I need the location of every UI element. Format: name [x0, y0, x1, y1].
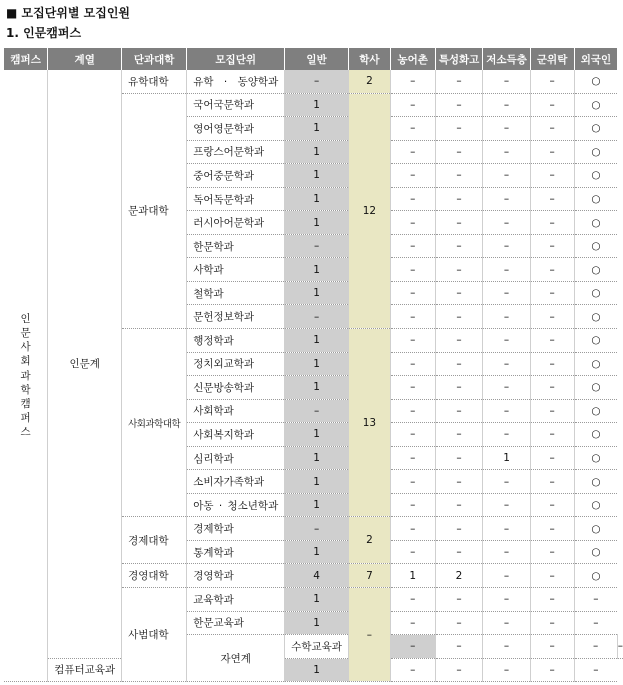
track-cell-humanities: 인문계	[48, 70, 122, 658]
college-cell: 유학대학	[122, 70, 187, 93]
foreigner-cell: ○	[574, 517, 617, 541]
rural-cell: –	[390, 305, 435, 329]
foreigner-cell: ○	[574, 305, 617, 329]
rural-cell: –	[390, 611, 435, 635]
general-cell: 1	[285, 352, 349, 376]
foreigner-cell: ○	[574, 140, 617, 164]
general-cell: 1	[285, 611, 349, 635]
college-cell: 사회과학대학	[122, 329, 187, 517]
vocational-cell: –	[435, 305, 483, 329]
col-header-military: 군위탁	[530, 48, 574, 70]
military-cell: –	[530, 234, 574, 258]
rural-cell: –	[390, 140, 435, 164]
general-cell: 1	[285, 93, 349, 117]
unit-cell: 소비자가족학과	[187, 470, 285, 494]
military-cell: –	[530, 329, 574, 353]
military-cell: –	[530, 117, 574, 141]
unit-cell: 정치외교학과	[187, 352, 285, 376]
rural-cell: –	[390, 352, 435, 376]
col-header-unit: 모집단위	[187, 48, 285, 70]
foreigner-cell: ○	[574, 117, 617, 141]
col-header-campus: 캠퍼스	[4, 48, 48, 70]
col-header-foreigner: 외국인	[574, 48, 617, 70]
vocational-cell: –	[435, 446, 483, 470]
low-income-cell: –	[483, 234, 530, 258]
col-header-general: 일반	[285, 48, 349, 70]
general-cell: 1	[285, 376, 349, 400]
military-cell: –	[530, 399, 574, 423]
vocational-cell: –	[435, 352, 483, 376]
foreigner-cell: ○	[574, 423, 617, 447]
military-cell: –	[530, 258, 574, 282]
rural-cell: 1	[390, 564, 435, 588]
col-header-track: 계열	[48, 48, 122, 70]
military-cell: –	[530, 540, 574, 564]
vocational-cell: –	[435, 470, 483, 494]
military-cell: –	[530, 564, 574, 588]
low-income-cell: –	[483, 281, 530, 305]
foreigner-cell: ○	[574, 399, 617, 423]
military-cell: –	[530, 658, 574, 682]
table-row	[4, 70, 623, 93]
unit-cell: 수학교육과	[285, 635, 349, 659]
low-income-cell: –	[483, 258, 530, 282]
general-cell: 1	[285, 493, 349, 517]
general-cell: –	[285, 399, 349, 423]
unit-cell: 아동 · 청소년학과	[187, 493, 285, 517]
low-income-cell: –	[483, 658, 530, 682]
bachelor-cell: 7	[348, 564, 390, 588]
campus-name: 인문사회과학캠퍼스	[20, 312, 31, 439]
col-header-college: 단과대학	[122, 48, 187, 70]
rural-cell: –	[390, 493, 435, 517]
bachelor-cell: 13	[348, 329, 390, 517]
college-cell: 문과대학	[122, 93, 187, 328]
military-cell: –	[530, 93, 574, 117]
rural-cell: –	[390, 470, 435, 494]
low-income-cell: –	[483, 423, 530, 447]
vocational-cell: –	[435, 493, 483, 517]
vocational-cell: –	[435, 517, 483, 541]
general-cell: –	[285, 70, 349, 93]
unit-cell: 영어영문학과	[187, 117, 285, 141]
campus-cell	[4, 70, 48, 682]
foreigner-cell: –	[617, 635, 623, 659]
vocational-cell: –	[435, 540, 483, 564]
vocational-cell: –	[435, 164, 483, 188]
rural-cell: –	[390, 329, 435, 353]
rural-cell: –	[390, 117, 435, 141]
rural-cell: –	[390, 399, 435, 423]
military-cell: –	[530, 588, 574, 612]
low-income-cell: –	[483, 540, 530, 564]
vocational-cell: –	[435, 329, 483, 353]
foreigner-cell: ○	[574, 329, 617, 353]
vocational-cell: –	[435, 234, 483, 258]
vocational-cell: –	[435, 70, 483, 93]
rural-cell: –	[390, 187, 435, 211]
foreigner-cell: ○	[574, 211, 617, 235]
bachelor-cell: 12	[348, 93, 390, 328]
track-cell-natural: 자연계	[187, 635, 285, 682]
unit-cell: 중어중문학과	[187, 164, 285, 188]
low-income-cell: –	[483, 517, 530, 541]
unit-cell: 교육학과	[187, 588, 285, 612]
unit-cell: 한문교육과	[187, 611, 285, 635]
col-header-rural: 농어촌	[390, 48, 435, 70]
table-header-row	[4, 48, 623, 70]
unit-cell: 컴퓨터교육과	[48, 658, 122, 682]
military-cell: –	[530, 493, 574, 517]
general-cell: 1	[285, 588, 349, 612]
general-cell: 1	[285, 446, 349, 470]
rural-cell: –	[390, 446, 435, 470]
unit-cell: 유학 · 동양학과	[187, 70, 285, 93]
military-cell: –	[530, 352, 574, 376]
military-cell: –	[530, 211, 574, 235]
unit-cell: 한문학과	[187, 234, 285, 258]
foreigner-cell: ○	[574, 234, 617, 258]
low-income-cell: –	[483, 376, 530, 400]
low-income-cell: –	[483, 399, 530, 423]
military-cell: –	[530, 611, 574, 635]
rural-cell: –	[390, 70, 435, 93]
foreigner-cell: ○	[574, 164, 617, 188]
low-income-cell: –	[483, 493, 530, 517]
rural-cell: –	[390, 93, 435, 117]
rural-cell: –	[390, 517, 435, 541]
vocational-cell: –	[435, 376, 483, 400]
low-income-cell: –	[483, 470, 530, 494]
low-income-cell: –	[483, 329, 530, 353]
military-cell: –	[530, 305, 574, 329]
college-cell: 사범대학	[122, 588, 187, 682]
foreigner-cell: ○	[574, 70, 617, 93]
unit-cell: 심리학과	[187, 446, 285, 470]
col-header-vocational: 특성화고	[435, 48, 483, 70]
general-cell: 1	[285, 211, 349, 235]
unit-cell: 프랑스어문학과	[187, 140, 285, 164]
foreigner-cell: ○	[574, 93, 617, 117]
general-cell: 1	[285, 423, 349, 447]
bachelor-cell: 2	[348, 517, 390, 564]
general-cell: 1	[285, 258, 349, 282]
rural-cell: –	[390, 164, 435, 188]
low-income-cell: –	[483, 352, 530, 376]
unit-cell: 국어국문학과	[187, 93, 285, 117]
table-row	[4, 658, 623, 682]
foreigner-cell: ○	[574, 187, 617, 211]
general-cell: 1	[285, 540, 349, 564]
military-cell: –	[530, 70, 574, 93]
general-cell: 1	[285, 117, 349, 141]
military-cell: –	[530, 470, 574, 494]
low-income-cell: –	[483, 187, 530, 211]
low-income-cell: –	[483, 588, 530, 612]
admission-quota-table	[4, 48, 623, 682]
rural-cell: –	[390, 658, 435, 682]
general-cell: 1	[285, 164, 349, 188]
military-cell: –	[530, 517, 574, 541]
general-cell: 1	[285, 329, 349, 353]
bachelor-cell: 2	[348, 70, 390, 93]
vocational-cell: –	[483, 635, 530, 659]
college-cell: 경영대학	[122, 564, 187, 588]
unit-cell: 경영학과	[187, 564, 285, 588]
general-cell: 1	[285, 658, 349, 682]
unit-cell: 문헌정보학과	[187, 305, 285, 329]
rural-cell: –	[390, 234, 435, 258]
general-cell: –	[285, 234, 349, 258]
general-cell: 1	[285, 140, 349, 164]
general-cell: 1	[285, 281, 349, 305]
unit-cell: 러시아어문학과	[187, 211, 285, 235]
general-cell: 1	[285, 470, 349, 494]
low-income-cell: –	[483, 117, 530, 141]
low-income-cell: –	[483, 93, 530, 117]
vocational-cell: –	[435, 140, 483, 164]
general-cell: –	[390, 635, 435, 659]
college-cell: 경제대학	[122, 517, 187, 564]
foreigner-cell: ○	[574, 258, 617, 282]
foreigner-cell: –	[574, 588, 617, 612]
unit-cell: 철학과	[187, 281, 285, 305]
unit-cell: 통계학과	[187, 540, 285, 564]
vocational-cell: 2	[435, 564, 483, 588]
rural-cell: –	[390, 540, 435, 564]
general-cell: –	[285, 305, 349, 329]
vocational-cell: –	[435, 117, 483, 141]
vocational-cell: –	[435, 588, 483, 612]
campus-subheading: 1. 인문캠퍼스	[6, 26, 82, 40]
foreigner-cell: ○	[574, 470, 617, 494]
general-cell: 1	[285, 187, 349, 211]
vocational-cell: –	[435, 399, 483, 423]
vocational-cell: –	[435, 93, 483, 117]
military-cell: –	[530, 446, 574, 470]
rural-cell: –	[390, 258, 435, 282]
rural-cell: –	[390, 588, 435, 612]
military-cell: –	[530, 281, 574, 305]
rural-cell: –	[390, 211, 435, 235]
foreigner-cell: ○	[574, 352, 617, 376]
unit-cell: 사학과	[187, 258, 285, 282]
vocational-cell: –	[435, 281, 483, 305]
general-cell: 4	[285, 564, 349, 588]
low-income-cell: 1	[483, 446, 530, 470]
foreigner-cell: –	[574, 611, 617, 635]
vocational-cell: –	[435, 187, 483, 211]
military-cell: –	[530, 164, 574, 188]
foreigner-cell: ○	[574, 281, 617, 305]
vocational-cell: –	[435, 611, 483, 635]
section-heading: ■ 모집단위별 모집인원	[6, 6, 131, 20]
low-income-cell: –	[483, 70, 530, 93]
low-income-cell: –	[530, 635, 574, 659]
low-income-cell: –	[483, 305, 530, 329]
unit-cell: 사회복지학과	[187, 423, 285, 447]
unit-cell: 사회학과	[187, 399, 285, 423]
vocational-cell: –	[435, 211, 483, 235]
unit-cell: 행정학과	[187, 329, 285, 353]
col-header-low-income: 저소득층	[483, 48, 530, 70]
foreigner-cell: ○	[574, 376, 617, 400]
military-cell: –	[530, 376, 574, 400]
military-cell: –	[530, 187, 574, 211]
vocational-cell: –	[435, 423, 483, 447]
low-income-cell: –	[483, 611, 530, 635]
unit-cell: 독어독문학과	[187, 187, 285, 211]
col-header-bachelor: 학사	[348, 48, 390, 70]
vocational-cell: –	[435, 658, 483, 682]
vocational-cell: –	[435, 258, 483, 282]
rural-cell: –	[390, 423, 435, 447]
military-cell: –	[574, 635, 617, 659]
bachelor-cell: –	[348, 588, 390, 682]
foreigner-cell: ○	[574, 493, 617, 517]
unit-cell: 신문방송학과	[187, 376, 285, 400]
foreigner-cell: ○	[574, 564, 617, 588]
low-income-cell: –	[483, 140, 530, 164]
rural-cell: –	[390, 281, 435, 305]
general-cell: –	[285, 517, 349, 541]
unit-cell: 경제학과	[187, 517, 285, 541]
foreigner-cell: ○	[574, 540, 617, 564]
foreigner-cell: ○	[574, 446, 617, 470]
military-cell: –	[530, 423, 574, 447]
low-income-cell: –	[483, 211, 530, 235]
rural-cell: –	[435, 635, 483, 659]
foreigner-cell: –	[574, 658, 617, 682]
low-income-cell: –	[483, 564, 530, 588]
low-income-cell: –	[483, 164, 530, 188]
military-cell: –	[530, 140, 574, 164]
rural-cell: –	[390, 376, 435, 400]
